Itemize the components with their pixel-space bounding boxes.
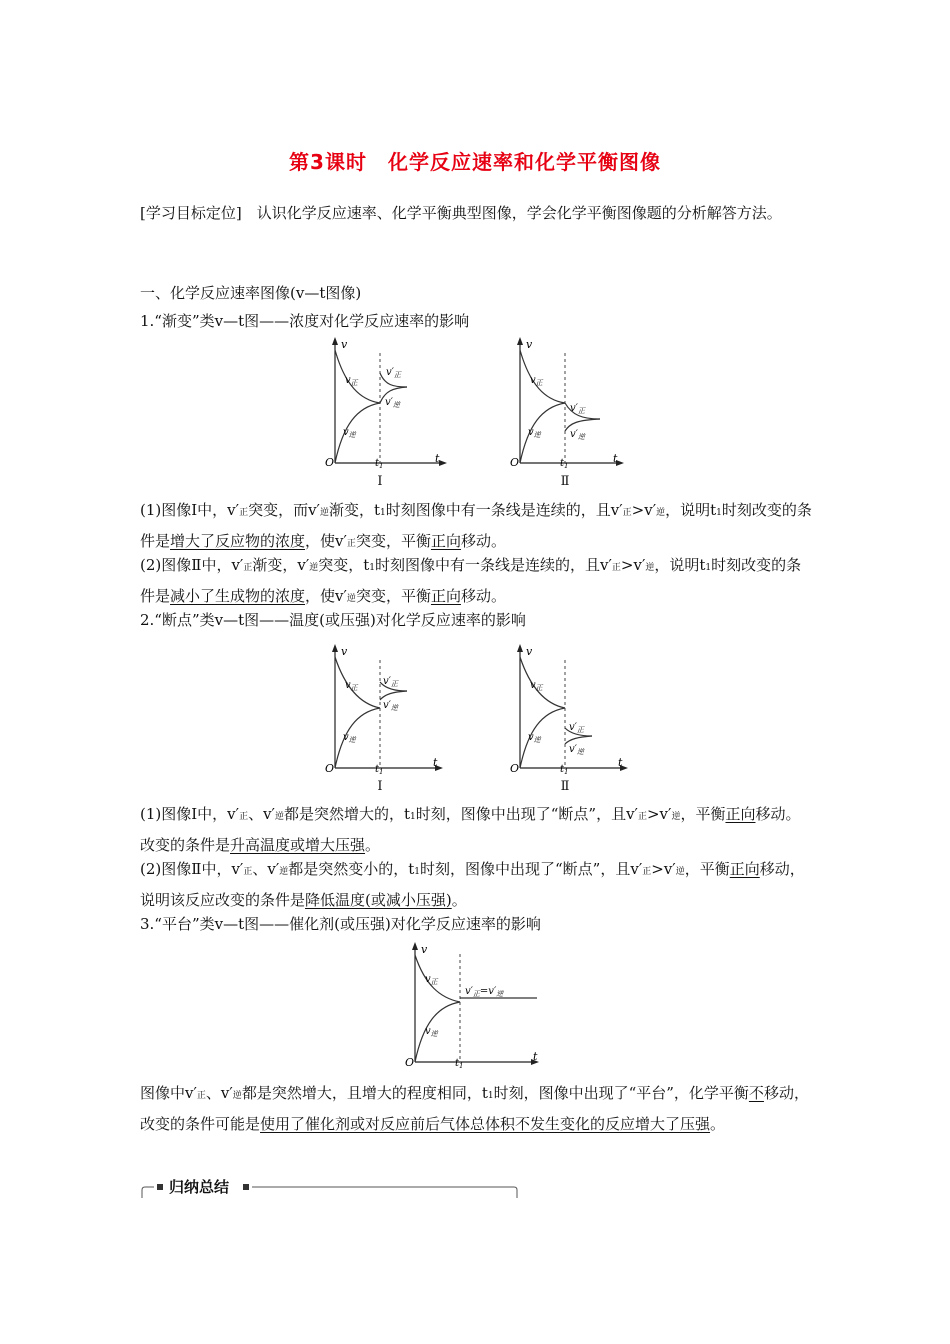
sub2-paragraph-2: (2)图像Ⅱ中，v′正、v′逆都是突然变小的，t1时刻，图像中出现了“断点”，且v′正>v′逆，平衡正向移动，说明该反应改变的条件是降低温度(或减小压强)。	[140, 860, 805, 909]
summary-label: 归纳总结	[169, 1178, 230, 1196]
v-reverse-curve	[335, 708, 380, 768]
label-v-rev: $v_逆$	[528, 427, 541, 439]
graph-2-II	[510, 644, 628, 776]
x-axis-arrow	[439, 460, 447, 466]
graph-1-I	[325, 337, 447, 470]
objective-text: 认识化学反应速率、化学平衡典型图像，学会化学平衡图像题的分析解答方法。	[256, 204, 782, 222]
sub2-paragraph-1: (1)图像Ⅰ中，v′正、v′逆都是突然增大的，t1时刻，图像中出现了“断点”，且v′正>v′逆，平衡正向移动。改变的条件是升高温度或增大压强。	[140, 805, 801, 854]
label-v: v	[341, 338, 348, 351]
answer-underline: 正向	[725, 805, 756, 823]
caption-2-I: Ⅰ	[377, 779, 383, 794]
svg-text:v逆: $v_逆$	[343, 732, 356, 744]
sub2-heading: 2.“断点”类v—t图——温度(或压强)对化学反应速率的影响	[140, 611, 526, 629]
answer-underline: 正向	[729, 860, 760, 878]
v-reverse-curve	[520, 708, 565, 768]
svg-text:t: t	[433, 756, 438, 769]
svg-text:v′逆: $v'_逆$	[569, 744, 584, 756]
answer-underline: 减小了生成物的浓度	[170, 587, 306, 605]
svg-text:t1: $t_1$	[560, 764, 569, 776]
sub2-graphs	[315, 642, 635, 782]
svg-text:O: O	[510, 762, 520, 775]
sub1-paragraph-1: (1)图像Ⅰ中，v′正突变，而v′逆渐变，t1时刻图像中有一条线是连续的，且v′正>v′逆，说明t1时刻改变的条件是增大了反应物的浓度，使v′正突变，平衡正向移动。	[140, 501, 812, 550]
svg-text:v逆: $v_逆$	[528, 732, 541, 744]
svg-text:v: v	[341, 645, 348, 658]
caption-1-I: Ⅰ	[377, 474, 383, 489]
y-axis-arrow	[332, 337, 338, 345]
label-origin: O	[510, 456, 520, 469]
answer-underline: 降低温度(或减小压强)	[305, 891, 452, 909]
answer-underline: 正向	[430, 532, 461, 550]
label-origin: O	[325, 456, 335, 469]
svg-text:v正: $v_正$	[425, 974, 438, 986]
svg-text:v逆: $v_逆$	[425, 1026, 438, 1038]
learning-objective	[140, 199, 812, 227]
v-prime-reverse-curve	[380, 691, 407, 700]
label-v-fwd: $v_正$	[530, 375, 543, 387]
label-vp-rev: $v'_逆$	[385, 397, 400, 409]
sub1-heading: 1.“渐变”类v—t图——浓度对化学反应速率的影响	[140, 312, 470, 330]
svg-text:v: v	[421, 943, 428, 956]
label-equal: $v'_正=v'_逆$	[465, 986, 504, 998]
caption-2-II: Ⅱ	[560, 779, 570, 794]
summary-header	[140, 1178, 520, 1200]
section-heading: 一、化学反应速率图像(v—t图像)	[140, 284, 362, 302]
answer-underline: 使用了催化剂或对反应前后气体总体积不发生变化的反应增大了压强	[260, 1115, 711, 1133]
label-t: t	[613, 452, 618, 465]
graph-2-I	[325, 644, 443, 776]
sub1-paragraph-2: (2)图像Ⅱ中，v′正渐变，v′逆突变，t1时刻图像中有一条线是连续的，且v′正>v′逆，说明t1时刻改变的条件是减小了生成物的浓度，使v′逆突变，平衡正向移动。	[140, 556, 802, 605]
label-v: v	[526, 338, 533, 351]
label-vp-fwd: $v'_正$	[570, 403, 585, 415]
label-t1: $t_1$	[560, 458, 569, 470]
label-t: t	[435, 452, 440, 465]
svg-text:t1: $t_1$	[455, 1058, 464, 1070]
y-axis-arrow	[517, 337, 523, 345]
answer-underline: 升高温度或增大压强	[230, 836, 366, 854]
v-prime-reverse-curve	[565, 736, 592, 744]
svg-text:v正: $v_正$	[345, 680, 358, 692]
v-forward-curve	[520, 350, 565, 403]
svg-text:v正: $v_正$	[530, 680, 543, 692]
label-t1: $t_1$	[375, 458, 384, 470]
v-forward-curve	[520, 657, 565, 708]
v-reverse-curve	[335, 403, 380, 463]
svg-text:v′正: $v'_正$	[383, 676, 398, 688]
caption-1-II: Ⅱ	[560, 474, 570, 489]
v-forward-curve	[335, 657, 380, 708]
svg-text:v′正: $v'_正$	[569, 722, 584, 734]
answer-underline: 增大了反应物的浓度	[170, 532, 306, 550]
label-vp-fwd: $v'_正$	[386, 367, 401, 379]
label-v-fwd: $v_正$	[345, 375, 358, 387]
svg-text:t: t	[533, 1050, 538, 1063]
answer-underline: 正向	[430, 587, 461, 605]
v-forward-curve	[335, 350, 380, 403]
label-v-rev: $v_逆$	[343, 427, 356, 439]
page-title: 第3课时 化学反应速率和化学平衡图像	[289, 150, 661, 174]
v-reverse-curve	[520, 403, 565, 463]
svg-text:v′逆: $v'_逆$	[383, 700, 398, 712]
sub3-heading: 3.“平台”类v—t图——催化剂(或压强)对化学反应速率的影响	[140, 915, 541, 933]
svg-text:t1: $t_1$	[375, 764, 384, 776]
svg-text:O: O	[405, 1056, 415, 1069]
svg-text:O: O	[325, 762, 335, 775]
graph-1-II	[510, 337, 624, 470]
sub3-graph	[395, 940, 555, 1075]
answer-underline: 不	[748, 1084, 764, 1102]
svg-text:v: v	[526, 645, 533, 658]
objective-label: [学习目标定位]	[140, 204, 242, 222]
label-vp-rev: $v'_逆$	[570, 429, 585, 441]
sub1-graphs	[315, 335, 635, 475]
sub3-paragraph-1: 图像中v′正、v′逆都是突然增大，且增大的程度相同，t1时刻，图像中出现了“平台”，化学平衡不移动，改变的条件可能是使用了催化剂或对反应前后气体总体积不发生变化的反应增大了压强。	[140, 1084, 809, 1133]
svg-text:t: t	[618, 756, 623, 769]
